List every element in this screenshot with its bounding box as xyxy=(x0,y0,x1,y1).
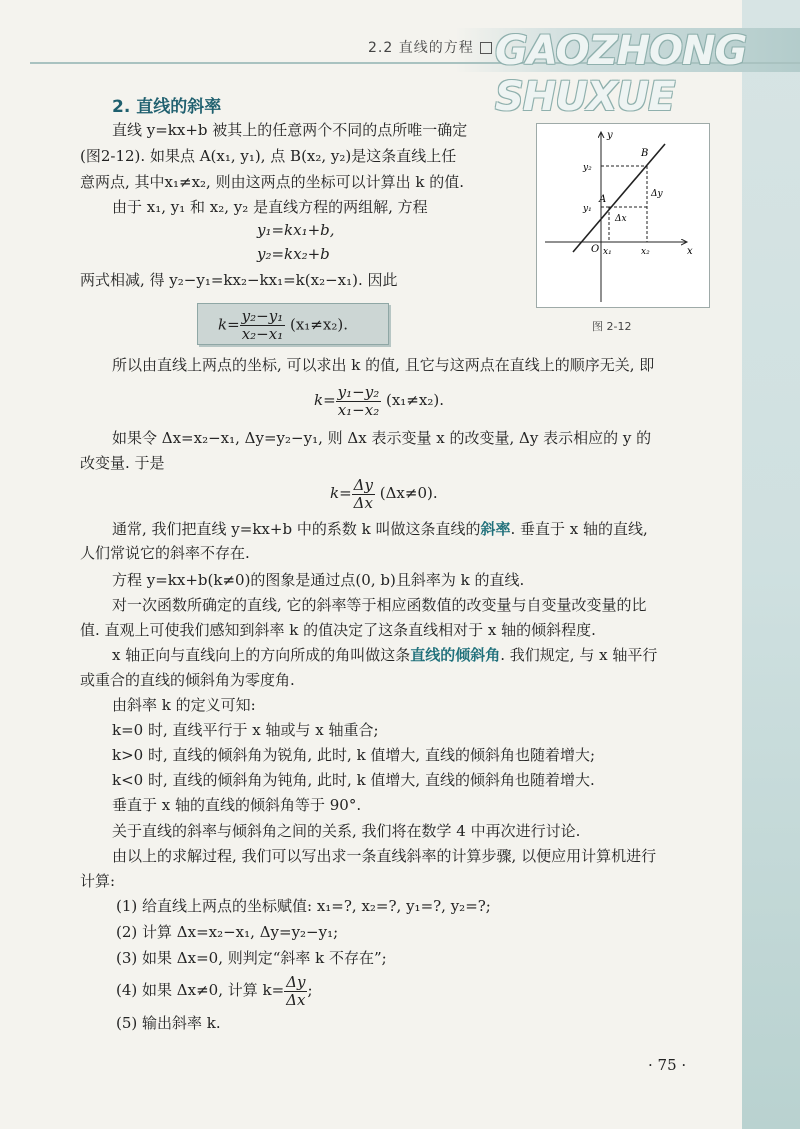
formula3-fraction xyxy=(352,477,375,512)
square-icon xyxy=(480,42,492,54)
formula3-lhs: k= xyxy=(330,484,352,502)
para6-text-b: . 垂直于 x 轴的直线, xyxy=(510,520,648,538)
fraction-denominator: x₂−x₁ xyxy=(241,325,284,343)
para8-line2: 值. 直观上可使我们感知到斜率 k 的值决定了这条直线相对于 x 轴的倾斜程度. xyxy=(80,621,596,639)
figure-2-12 xyxy=(536,123,710,308)
term-slope: 斜率 xyxy=(480,520,511,538)
para1-line1: 直线 y=kx+b 被其上的任意两个不同的点所唯一确定 xyxy=(112,121,468,139)
slope-diagram xyxy=(537,124,709,307)
step4-denominator: Δx xyxy=(286,990,306,1009)
running-head: 2.2 直线的方程 xyxy=(368,37,492,57)
para9-text-b: . 我们规定, 与 x 轴平行 xyxy=(500,646,658,664)
label-y1: y₁ xyxy=(583,204,592,214)
para11: 关于直线的斜率与倾斜角之间的关系, 我们将在数学 4 中再次进行讨论. xyxy=(112,822,581,840)
step4-numerator: Δy xyxy=(286,972,306,991)
para9-line1 xyxy=(112,645,657,666)
page-edge-band xyxy=(742,0,800,1129)
para8-line1: 对一次函数所确定的直线, 它的斜率等于相应函数值的改变量与自变量改变量的比 xyxy=(112,596,647,614)
case-k-zero: k=0 时, 直线平行于 x 轴或与 x 轴重合; xyxy=(112,721,379,739)
label-A: A xyxy=(599,194,607,205)
para6-line2: 人们常说它的斜率不存在. xyxy=(80,544,250,562)
step-3: (3) 如果 Δx=0, 则判定“斜率 k 不存在”; xyxy=(116,949,387,967)
formula2-fraction xyxy=(336,384,382,419)
para2: 由于 x₁, y₁ 和 x₂, y₂ 是直线方程的两组解, 方程 xyxy=(112,198,428,216)
term-inclination-angle: 直线的倾斜角 xyxy=(410,646,501,664)
formula2-numerator: y₁−y₂ xyxy=(337,382,380,401)
para6-text-a: 通常, 我们把直线 y=kx+b 中的系数 k 叫做这条直线的 xyxy=(112,520,481,538)
case-k-negative: k<0 时, 直线的倾斜角为钝角, 此时, k 值增大, 直线的倾斜角也随着增大. xyxy=(112,771,595,789)
label-y: y xyxy=(607,130,613,141)
para12-line2: 计算: xyxy=(80,872,116,890)
section-title: 2. 直线的斜率 xyxy=(112,97,222,117)
formula2-lhs: k= xyxy=(314,391,336,409)
formula-2 xyxy=(314,382,444,419)
equation-1: y₁=kx₁+b, xyxy=(257,221,335,239)
para3: 两式相减, 得 y₂−y₁=kx₂−kx₁=k(x₂−x₁). 因此 xyxy=(80,271,398,289)
formula2-condition: (x₁≠x₂). xyxy=(381,391,444,409)
case-k-positive: k>0 时, 直线的倾斜角为锐角, 此时, k 值增大, 直线的倾斜角也随着增大; xyxy=(112,746,596,764)
para5-line2: 改变量. 于是 xyxy=(80,454,165,472)
label-x1: x₁ xyxy=(603,247,612,257)
step4-tail: ; xyxy=(307,981,313,999)
boxed-formula-content xyxy=(218,308,348,343)
para4: 所以由直线上两点的坐标, 可以求出 k 的值, 且它与这两点在直线上的顺序无关, 即 xyxy=(112,356,655,374)
formula-fraction xyxy=(240,308,286,343)
boxed-formula xyxy=(197,303,389,345)
equation-2: y₂=kx₂+b xyxy=(257,245,330,263)
label-x2: x₂ xyxy=(641,247,650,257)
step-2: (2) 计算 Δx=x₂−x₁, Δy=y₂−y₁; xyxy=(116,923,339,941)
step-1: (1) 给直线上两点的坐标赋值: x₁=?, x₂=?, y₁=?, y₂=?; xyxy=(116,897,491,915)
step-4 xyxy=(116,972,313,1009)
para7: 方程 y=kx+b(k≠0)的图象是通过点(0, b)且斜率为 k 的直线. xyxy=(112,571,525,589)
case-vertical: 垂直于 x 轴的直线的倾斜角等于 90°. xyxy=(112,796,362,814)
para1-line2: (图2-12). 如果点 A(x₁, y₁), 点 B(x₂, y₂)是这条直线上任 xyxy=(80,147,457,165)
label-dx: Δx xyxy=(615,214,627,224)
formula3-denominator: Δx xyxy=(353,493,373,512)
series-watermark: GAOZHONG SHUXUE xyxy=(495,28,747,120)
formula-3 xyxy=(330,475,438,512)
page-number: · 75 · xyxy=(648,1056,687,1074)
formula-lhs: k= xyxy=(218,315,240,334)
label-y2: y₂ xyxy=(583,163,592,173)
step4-fraction xyxy=(284,974,307,1009)
label-O: O xyxy=(591,244,600,255)
label-dy: Δy xyxy=(651,189,663,199)
formula3-condition: (Δx≠0). xyxy=(374,484,438,502)
para9-line2: 或重合的直线的倾斜角为零度角. xyxy=(80,671,295,689)
para9-text-a: x 轴正向与直线向上的方向所成的角叫做这条 xyxy=(112,646,411,664)
step4-text: (4) 如果 Δx≠0, 计算 k= xyxy=(116,981,285,999)
para12-line1: 由以上的求解过程, 我们可以写出求一条直线斜率的计算步骤, 以便应用计算机进行 xyxy=(112,847,657,865)
para5-line1: 如果令 Δx=x₂−x₁, Δy=y₂−y₁, 则 Δx 表示变量 x 的改变量, Δy 表示相应的 y 的 xyxy=(112,429,652,447)
para10: 由斜率 k 的定义可知: xyxy=(112,696,256,714)
para1-line3: 意两点, 其中x₁≠x₂, 则由这两点的坐标可以计算出 k 的值. xyxy=(80,173,464,191)
para6-line1 xyxy=(112,519,648,540)
step-5: (5) 输出斜率 k. xyxy=(116,1014,221,1032)
label-x: x xyxy=(687,246,693,257)
formula2-denominator: x₁−x₂ xyxy=(337,400,380,419)
label-B: B xyxy=(641,148,649,159)
formula-condition: (x₁≠x₂). xyxy=(285,315,348,334)
fraction-numerator: y₂−y₁ xyxy=(241,307,284,325)
formula3-numerator: Δy xyxy=(353,475,373,494)
figure-caption: 图 2-12 xyxy=(592,320,632,333)
